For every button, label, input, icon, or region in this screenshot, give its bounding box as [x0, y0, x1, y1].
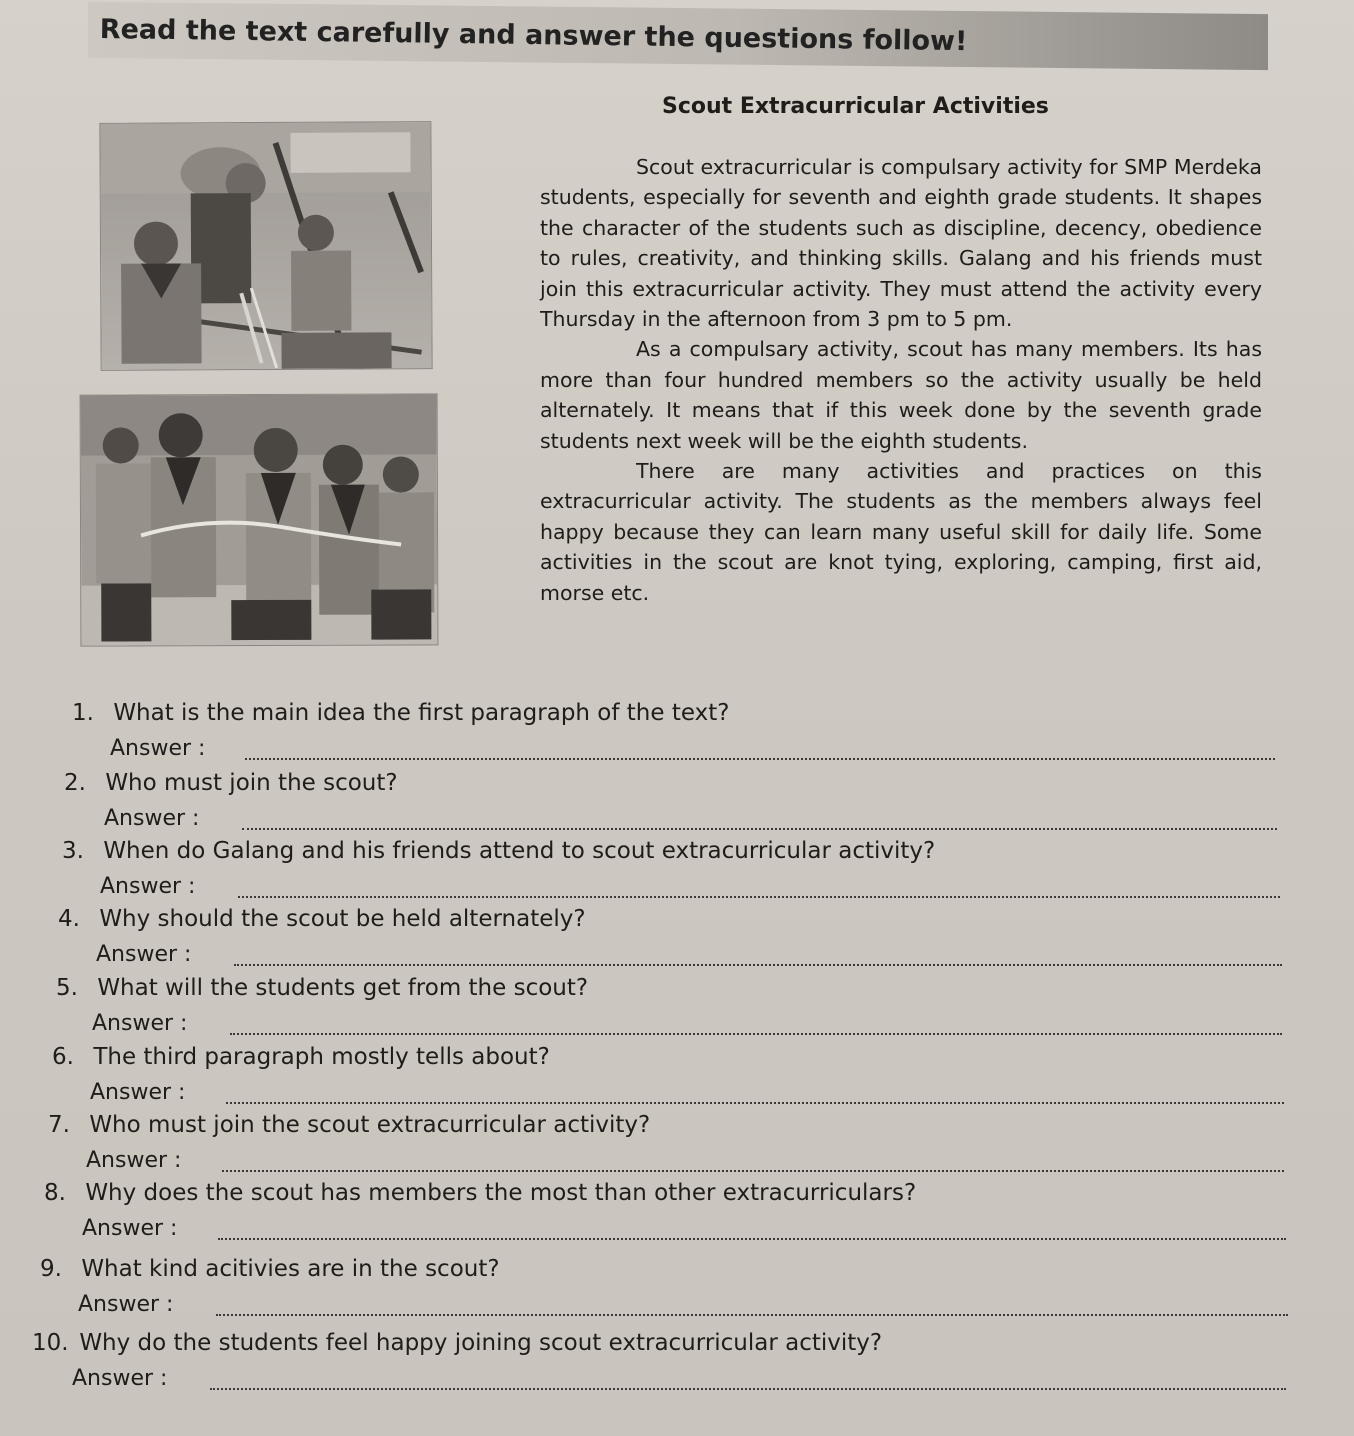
article-paragraph-2: As a compulsary activity, scout has many members. Its has more than four hundred members so the activity usually be held alternately. It means that if this week done by the seventh grade students next week will be the eighth students. — [540, 337, 1262, 453]
article-paragraph-3: There are many activities and practices on this extracurricular activity. The students as the members always feel happy because they can learn many useful skill for daily life. Some activities in the scout are knot tying, exploring, camping, first aid, morse etc. — [540, 459, 1262, 605]
answer-label: Answer : — [100, 874, 196, 899]
answer-label: Answer : — [110, 736, 206, 761]
answer-label: Answer : — [86, 1148, 182, 1173]
scout-knot-tying-photo — [99, 121, 432, 371]
answer-line[interactable] — [218, 1238, 1286, 1240]
question-number: 4. — [58, 906, 80, 932]
scout-group-photo — [80, 393, 439, 646]
answer-line[interactable] — [234, 964, 1282, 966]
answer-line[interactable] — [242, 828, 1277, 830]
question-text — [56, 975, 588, 1001]
question-label: Why do the students feel happy joining scout extracurricular activity? — [79, 1330, 883, 1356]
question-label: Who must join the scout extracurricular activity? — [89, 1112, 651, 1138]
question-text — [72, 700, 729, 726]
question-text — [40, 1256, 500, 1282]
question-item — [40, 906, 1310, 974]
question-label: Why does the scout has members the most than other extracurriculars? — [85, 1180, 917, 1206]
answer-line[interactable] — [222, 1170, 1284, 1172]
answer-label: Answer : — [72, 1366, 168, 1391]
question-item — [40, 770, 1310, 838]
answer-line[interactable] — [210, 1388, 1286, 1390]
question-item — [40, 700, 1310, 768]
question-number: 6. — [52, 1044, 74, 1070]
question-text — [44, 1180, 916, 1206]
answer-label: Answer : — [78, 1292, 174, 1317]
question-text — [58, 906, 586, 932]
answer-label: Answer : — [92, 1011, 188, 1036]
answer-label: Answer : — [104, 806, 200, 831]
question-number: 1. — [72, 700, 94, 726]
question-number: 8. — [44, 1180, 66, 1206]
answer-line[interactable] — [216, 1314, 1288, 1316]
article-body — [540, 152, 1262, 608]
question-label: When do Galang and his friends attend to scout extracurricular activity? — [103, 838, 936, 864]
article-paragraph-1: Scout extracurricular is compulsary activity for SMP Merdeka students, especially for seventh and eighth grade students. It shapes the character of the students such as discipline, decency, obedience to rules, creativity, and thinking skills. Galang and his friends must join this extracurricular activity. They must attend the activity every Thursday in the afternoon from 3 pm to 5 pm. — [540, 155, 1262, 332]
question-label: Who must join the scout? — [105, 770, 398, 796]
question-text — [52, 1044, 550, 1070]
question-item — [40, 1044, 1310, 1112]
question-item — [32, 1330, 1310, 1398]
question-number: 7. — [48, 1112, 70, 1138]
question-label: What is the main idea the first paragraph of the text? — [113, 700, 730, 726]
question-item — [40, 975, 1310, 1043]
question-text — [62, 838, 935, 864]
question-item — [40, 1256, 1310, 1324]
answer-line[interactable] — [230, 1033, 1282, 1035]
answer-label: Answer : — [82, 1216, 178, 1241]
answer-line[interactable] — [238, 896, 1280, 898]
question-label: The third paragraph mostly tells about? — [93, 1044, 550, 1070]
question-number: 5. — [56, 975, 78, 1001]
answer-label: Answer : — [90, 1080, 186, 1105]
answer-line[interactable] — [226, 1102, 1284, 1104]
article-title: Scout Extracurricular Activities — [662, 94, 1049, 119]
question-text — [48, 1112, 650, 1138]
question-number: 10. — [32, 1330, 69, 1356]
question-item — [40, 1112, 1310, 1180]
question-number: 2. — [64, 770, 86, 796]
answer-label: Answer : — [96, 942, 192, 967]
answer-line[interactable] — [245, 758, 1275, 760]
instruction-text: Read the text carefully and answer the questions follow! — [99, 14, 968, 58]
question-number: 3. — [62, 838, 84, 864]
question-item — [40, 1180, 1310, 1248]
question-text — [64, 770, 398, 796]
question-label: Why should the scout be held alternately? — [99, 906, 586, 932]
question-label: What will the students get from the scout? — [97, 975, 589, 1001]
question-text — [32, 1330, 882, 1356]
question-item — [40, 838, 1310, 906]
question-number: 9. — [40, 1256, 62, 1282]
question-label: What kind acitivies are in the scout? — [81, 1256, 500, 1282]
